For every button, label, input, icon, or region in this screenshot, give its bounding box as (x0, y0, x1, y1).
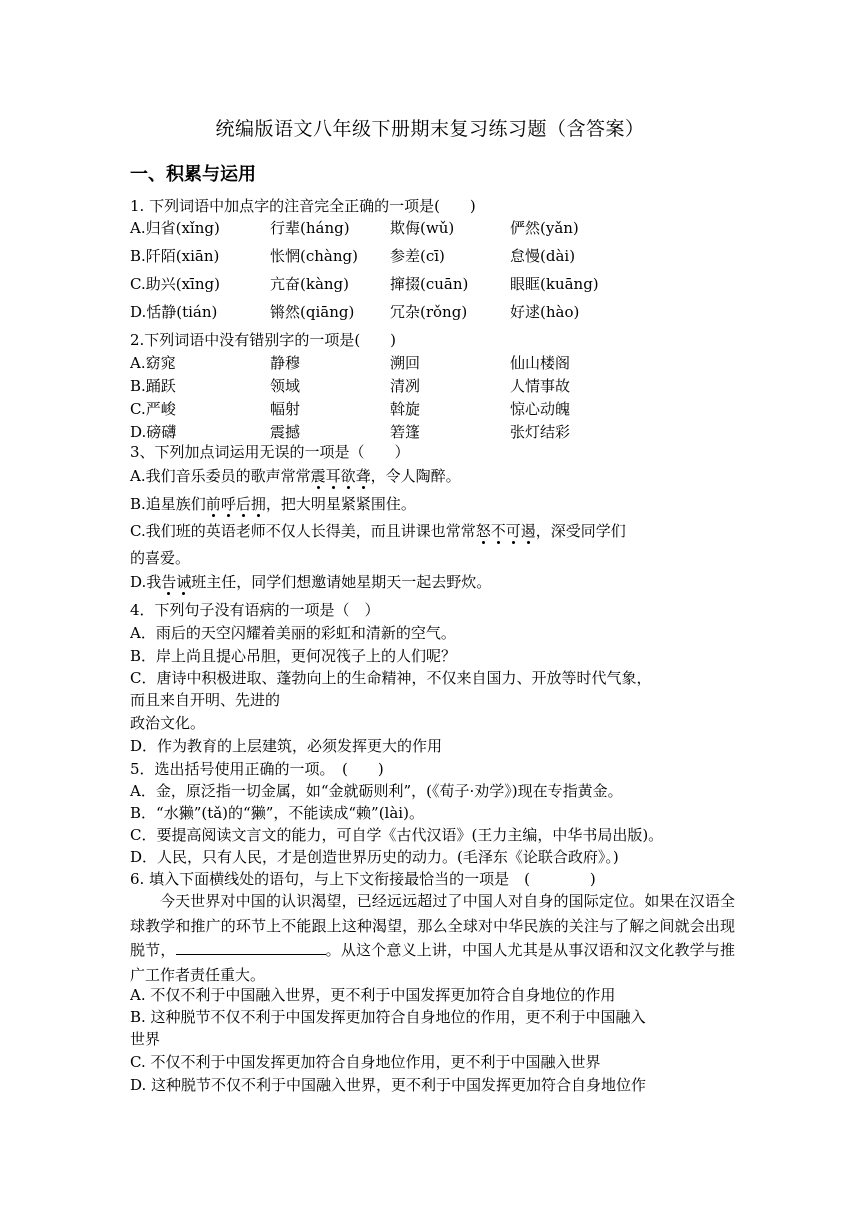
q1-option: 参差(cī) (390, 247, 445, 265)
q6-option-a: A. 不仅不利于中国融入世界，更不利于中国发挥更加符合自身地位的作用 (130, 986, 616, 1004)
q1-option: C.助兴(xīng) (130, 275, 220, 293)
dotted-phrase: 震耳欲聋 (310, 467, 371, 485)
dotted-phrase: 告诫 (161, 573, 192, 591)
q1-option: 锵然(qiāng) (270, 303, 355, 321)
option-text: B.追星族们 (130, 495, 206, 513)
option-text: ，把大明星紧紧围住。 (265, 495, 416, 513)
q2-option: 震撼 (270, 423, 301, 441)
q1-option: B.阡陌(xiān) (130, 247, 220, 265)
q2-option: 领域 (270, 377, 301, 395)
option-text: D.我 (130, 573, 162, 591)
q4-option-d: D．作为教育的上层建筑，必须发挥更大的作用 (130, 737, 443, 755)
q2-option: D.磅礴 (130, 423, 177, 441)
q5-option-a: A．金，原泛指一切金属，如“金就砺则利”，(《荀子·劝学》)现在专指黄金。 (130, 782, 623, 800)
passage-text: 今天世界对中国的认识渴望，已经远远超过了中国人对自身的国际定位。如果在汉语全球教学和推广的环节上不能跟上这种渴望，那么全球对中华民族的关注与了解之间就会出现脱节， (130, 892, 735, 959)
q6-option-b-cont: 世界 (130, 1030, 161, 1048)
q3-option-d (130, 572, 491, 592)
q5-option-d: D．人民，只有人民，才是创造世界历史的动力。(毛泽东《论联合政府》。) (130, 848, 619, 866)
q1-option: 怅惘(chàng) (270, 247, 358, 265)
q2-option: 静穆 (270, 354, 301, 372)
q2-option: 人情事故 (510, 377, 571, 395)
q3-stem: 3、下列加点词运用无误的一项是（ ） (130, 443, 410, 461)
q2-stem: 2.下列词语中没有错别字的一项是( ) (130, 331, 397, 349)
q2-option: C.严峻 (130, 400, 176, 418)
q4-option-b: B．岸上尚且提心吊胆，更何况筏子上的人们呢？ (130, 647, 457, 665)
q3-option-a (130, 466, 461, 486)
answer-blank (176, 940, 326, 955)
q5-stem: 5．选出括号使用正确的一项。 ( ) (130, 760, 384, 778)
q2-option: 箬篷 (390, 423, 421, 441)
q1-option: 俨然(yǎn) (510, 219, 579, 237)
q6-option-d: D. 这种脱节不仅不利于中国融入世界，更不利于中国发挥更加符合自身地位作 (130, 1076, 647, 1094)
option-text: C.我们班的英语老师不仅人长得美，而且讲课也常常 (130, 522, 476, 540)
q1-option: D.恬静(tián) (130, 303, 218, 321)
q2-option: 仙山楼阁 (510, 354, 571, 372)
q2-option: B.踊跃 (130, 377, 176, 395)
q4-option-c-cont: 而且来自开明、先进的 (130, 691, 281, 709)
option-text: ，深受同学们 (535, 522, 626, 540)
q4-option-c: C．唐诗中积极进取、蓬勃向上的生命精神，不仅来自国力、开放等时代气象， (130, 669, 652, 687)
q1-option: A.归省(xǐng) (130, 219, 220, 237)
q6-stem: 6. 填入下面横线处的语句，与上下文衔接最恰当的一项是 ( ) (130, 870, 596, 888)
q2-option: 斡旋 (390, 400, 421, 418)
q3-option-c (130, 521, 626, 541)
q2-option: 溯回 (390, 354, 421, 372)
q5-option-b: B．“水獭”(tǎ)的“獭”，不能读成“赖”(lài)。 (130, 804, 424, 822)
q6-option-b: B. 这种脱节不仅不利于中国发挥更加符合自身地位的作用，更不利于中国融入 (130, 1008, 646, 1026)
q1-option: 行辈(háng) (270, 219, 350, 237)
passage-text: 。从这个意义上讲，中国人尤其是从事汉语和汉文化教学与推广工作者责任重大。 (130, 941, 735, 984)
option-text: ，令人陶醉。 (370, 467, 461, 485)
section-heading: 一、积累与运用 (130, 164, 256, 185)
dotted-phrase: 前呼后拥 (205, 495, 266, 513)
q1-option: 眼眶(kuāng) (510, 275, 599, 293)
q2-option: A.窈窕 (130, 354, 176, 372)
q3-option-b (130, 494, 416, 514)
q2-option: 张灯结彩 (510, 423, 571, 441)
q2-option: 惊心动魄 (510, 400, 571, 418)
q1-option: 欺侮(wǔ) (390, 219, 455, 237)
q2-option: 清冽 (390, 377, 421, 395)
option-text: 班主任，同学们想邀请她星期天一起去野炊。 (191, 573, 492, 591)
q2-option: 幅射 (270, 400, 301, 418)
q6-passage (130, 889, 735, 987)
q1-option: 亢奋(kàng) (270, 275, 349, 293)
document-title: 统编版语文八年级下册期末复习练习题（含答案） (215, 118, 645, 140)
dotted-phrase: 怒不可遏 (475, 522, 536, 540)
q1-option: 冗杂(rǒng) (390, 303, 468, 321)
q1-option: 好逑(hào) (510, 303, 580, 321)
option-text: A.我们音乐委员的歌声常常 (130, 467, 311, 485)
q4-option-a: A．雨后的天空闪耀着美丽的彩虹和清新的空气。 (130, 624, 456, 642)
q3-option-c-cont: 的喜爱。 (130, 549, 191, 567)
q1-option: 怠慢(dài) (510, 247, 576, 265)
q1-stem: 1. 下列词语中加点字的注音完全正确的一项是( ) (130, 197, 476, 215)
q5-option-c: C．要提高阅读文言文的能力，可自学《古代汉语》(王力主编，中华书局出版)。 (130, 826, 664, 844)
q1-option: 撺掇(cuān) (390, 275, 469, 293)
q4-stem: 4．下列句子没有语病的一项是（ ） (130, 601, 380, 619)
q6-option-c: C. 不仅不利于中国发挥更加符合自身地位作用，更不利于中国融入世界 (130, 1053, 601, 1071)
q4-option-c-cont: 政治文化。 (130, 714, 206, 732)
